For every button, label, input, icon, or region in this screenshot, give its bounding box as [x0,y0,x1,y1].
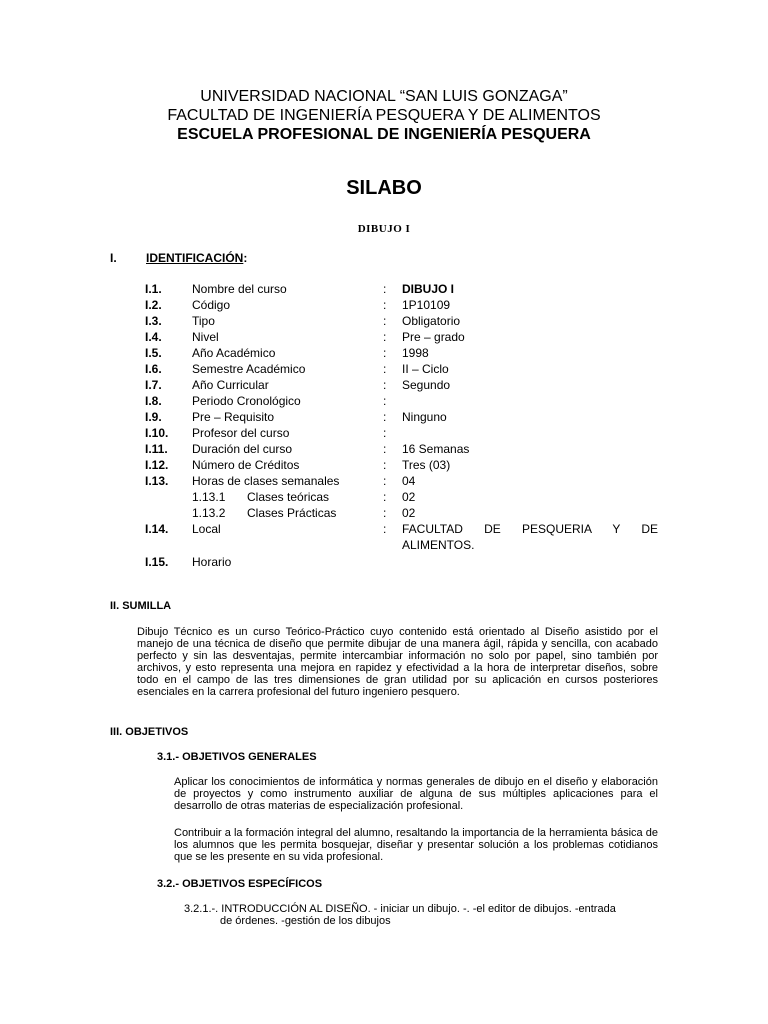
course-title: DIBUJO I [357,223,411,235]
row-value: 16 Semanas [402,442,470,456]
section-1-number: I. [110,251,117,265]
row-label: Clases teóricas [247,490,330,504]
row-number: I.11. [145,442,168,456]
row-value: 02 [402,506,416,520]
row-value: FACULTAD DE PESQUERIA Y DE [402,522,658,536]
section-1-colon: : [243,251,248,265]
specific-objective-line-2: de órdenes. -gestión de los dibujos [220,915,391,927]
row-colon: : [383,346,387,360]
row-number: I.7. [145,378,162,392]
row-value: 1998 [402,346,429,360]
specific-objective-line-1: 3.2.1.-. INTRODUCCIÓN AL DISEÑO. - iniciar un dibujo. -. -el editor de dibujos. -entrada [184,903,616,915]
row-value: 02 [402,490,416,504]
row-label: Año Curricular [192,378,269,392]
row-number: I.6. [145,362,162,376]
row-colon: : [383,298,387,312]
row-label: Nivel [192,330,219,344]
section-1-heading [146,251,247,265]
row-label: Periodo Cronológico [192,394,301,408]
row-colon: : [383,378,387,392]
row-label: Pre – Requisito [192,410,275,424]
row-number: I.10. [145,426,169,440]
row-label: Tipo [192,314,215,328]
row-label: Año Académico [192,346,276,360]
row-number: 1.13.2 [192,506,226,520]
row-value: Obligatorio [402,314,461,328]
row-label: Nombre del curso [192,282,287,296]
row-number: I.9. [145,410,162,424]
university-name: UNIVERSIDAD NACIONAL “SAN LUIS GONZAGA” [200,88,568,105]
row-number: I.4. [145,330,162,344]
row-colon: : [383,282,387,296]
row-label: Código [192,298,231,312]
row-label: Duración del curso [192,442,293,456]
row-label: Número de Créditos [192,458,300,472]
row-number: I.3. [145,314,162,328]
row-colon: : [383,442,387,456]
row-label: Horas de clases semanales [192,474,340,488]
row-colon: : [383,506,387,520]
specific-objectives-title: 3.2.- OBJETIVOS ESPECÍFICOS [157,878,323,890]
row-value: 04 [402,474,416,488]
row-value: II – Ciclo [402,362,449,376]
row-colon: : [383,410,387,424]
row-number: 1.13.1 [192,490,226,504]
row-label: Clases Prácticas [247,506,337,520]
row-value: 1P10109 [402,298,451,312]
general-objectives-title: 3.1.- OBJETIVOS GENERALES [157,751,317,763]
row-label: Local [192,522,221,536]
row-number: I.2. [145,298,162,312]
row-colon: : [383,362,387,376]
row-number: I.8. [145,394,162,408]
row-value: Tres (03) [402,458,451,472]
row-colon: : [383,314,387,328]
row-number: I.13. [145,474,169,488]
row-value-continued: ALIMENTOS. [402,538,475,552]
row-colon: : [383,394,387,408]
row-value: Ninguno [402,410,447,424]
row-value: DIBUJO I [402,282,455,296]
row-value: Pre – grado [402,330,465,344]
section-2-title: II. SUMILLA [110,600,172,612]
row-number: I.12. [145,458,169,472]
row-number: I.5. [145,346,162,360]
row-colon: : [383,426,387,440]
row-label: Horario [192,555,232,569]
row-value: Segundo [402,378,451,392]
row-colon: : [383,522,387,536]
row-colon: : [383,458,387,472]
section-1-title: IDENTIFICACIÓN [146,251,244,265]
row-colon: : [383,330,387,344]
row-colon: : [383,490,387,504]
row-number: I.14. [145,522,169,536]
school-name: ESCUELA PROFESIONAL DE INGENIERÍA PESQUERA [177,126,591,143]
sumilla-paragraph: Dibujo Técnico es un curso Teórico-Práctico cuyo contenido está orientado al Diseño asistido por el manejo de una técnica de diseño que permite dibujar de una manera ágil, rápida y sencilla, con acabado perfecto y sin las desventajas, permite intercambiar información no solo por papel, sino también por archivos, y esto representa una mejora en rapidez y efectividad a la hora de interpretar diseños, sobre todo en el campo de las tres dimensiones de gran utilidad por su aplicación en cursos posteriores esenciales en la carrera profesional del futuro ingeniero pesquero. [137,626,658,698]
row-colon: : [383,474,387,488]
general-objectives-paragraph-1: Aplicar los conocimientos de informática y normas generales de dibujo en el diseño y elaboración de proyectos y como instrumento auxiliar de alguna de sus múltiples aplicaciones para el desarrollo de otras materias de especialización profesional. [174,776,658,812]
row-number: I.1. [145,282,162,296]
row-label: Semestre Académico [192,362,306,376]
faculty-name: FACULTAD DE INGENIERÍA PESQUERA Y DE ALIMENTOS [167,107,601,124]
section-3-title: III. OBJETIVOS [110,726,189,738]
row-label: Profesor del curso [192,426,290,440]
general-objectives-paragraph-2: Contribuir a la formación integral del alumno, resaltando la importancia de la herramienta básica de los alumnos que les permita bosquejar, diseñar y presentar solución a los problemas cotidianos que se les presente en su vida profesional. [174,827,658,863]
document-title: SILABO [346,177,422,199]
row-number: I.15. [145,555,169,569]
